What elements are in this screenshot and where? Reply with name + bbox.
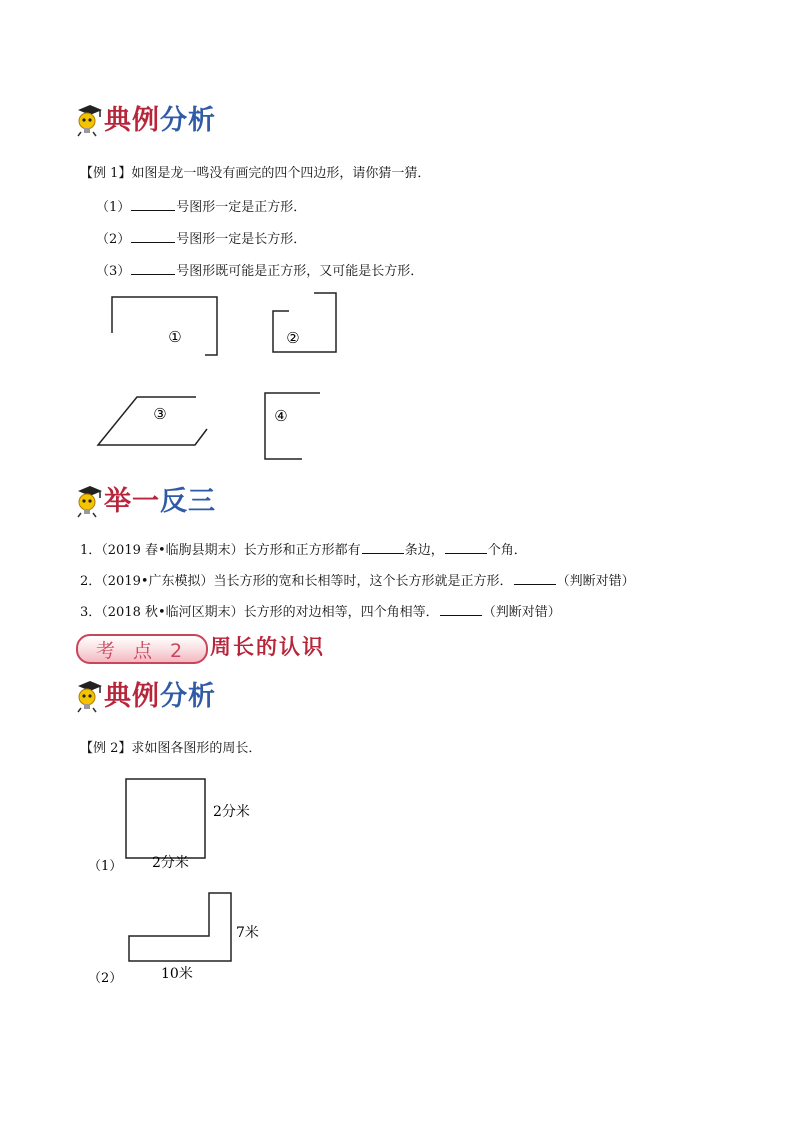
practice-item-3: 3．（2018 秋•临河区期末）长方形的对边相等，四个角相等． （判断对错） (80, 605, 561, 620)
section-header-title-part1: 典例 (104, 105, 160, 136)
graduate-bulb-icon (74, 485, 104, 519)
section-header-example-2 (74, 680, 216, 714)
l-shape (129, 893, 231, 961)
shape-2-label: ② (286, 329, 300, 347)
section-header-title-part1: 典例 (104, 681, 160, 712)
kaodian-badge (76, 634, 208, 664)
answer-blank[interactable] (131, 230, 175, 243)
answer-blank[interactable] (362, 541, 404, 554)
shape-1-label: ① (168, 328, 182, 346)
shape-3-label: ③ (153, 405, 167, 423)
shape-4-label: ④ (274, 407, 288, 425)
graduate-bulb-icon (74, 104, 104, 138)
answer-blank[interactable] (440, 603, 482, 616)
l-shape-figure (88, 885, 288, 990)
example-2-text: 求如图各图形的周长． (131, 741, 262, 756)
section-header-title-part2: 分析 (160, 681, 216, 712)
shape-4 (265, 393, 320, 459)
answer-blank[interactable] (445, 541, 487, 554)
example-1-tag: 【例 1】 (80, 166, 132, 181)
kaodian-label: 考 点 2 (95, 639, 189, 662)
practice-item-2: 2．（2019•广东模拟）当长方形的宽和长相等时，这个长方形就是正方形． （判断对错） (80, 574, 635, 589)
figure-1-number: （1） (88, 859, 123, 874)
example-1-item-3: （3） 号图形既可能是正方形，又可能是长方形． (96, 264, 424, 279)
practice-item-1: 1．（2019 春•临朐县期末）长方形和正方形都有 条边， 个角． (80, 543, 527, 558)
example-1-item-1: （1） 号图形一定是正方形． (96, 200, 307, 215)
l-shape-side-right-label: 7米 (236, 925, 259, 941)
practice-source: （2019•广东模拟） (101, 574, 214, 589)
graduate-bulb-icon (74, 680, 104, 714)
square-figure (88, 768, 288, 883)
l-shape-side-bottom-label: 10米 (161, 966, 193, 982)
example-2-tag: 【例 2】 (80, 741, 132, 756)
example-2-question (80, 741, 261, 757)
example-1-item-2: （2） 号图形一定是长方形． (96, 232, 307, 247)
kaodian-title: 周长的认识 (210, 634, 325, 659)
square-shape (126, 779, 205, 858)
quadrilaterals-figure (60, 285, 360, 470)
section-header-title-part2: 反三 (160, 486, 216, 517)
answer-blank[interactable] (131, 198, 175, 211)
example-1-question (80, 166, 430, 182)
section-header-title-part1: 举一 (104, 486, 160, 517)
answer-blank[interactable] (514, 572, 556, 585)
practice-source: （2019 春•临朐县期末） (101, 543, 244, 558)
square-side-right-label: 2分米 (213, 804, 250, 820)
practice-source: （2018 秋•临河区期末） (101, 605, 244, 620)
answer-blank[interactable] (131, 262, 175, 275)
square-side-bottom-label: 2分米 (152, 855, 189, 871)
section-header-title-part2: 分析 (160, 105, 216, 136)
section-header-practice (74, 485, 216, 519)
figure-2-number: （2） (88, 971, 123, 986)
shape-2 (273, 293, 336, 352)
shape-1 (112, 297, 217, 355)
example-1-text: 如图是龙一鸣没有画完的四个四边形，请你猜一猜． (131, 166, 431, 181)
section-header-example (74, 104, 216, 138)
